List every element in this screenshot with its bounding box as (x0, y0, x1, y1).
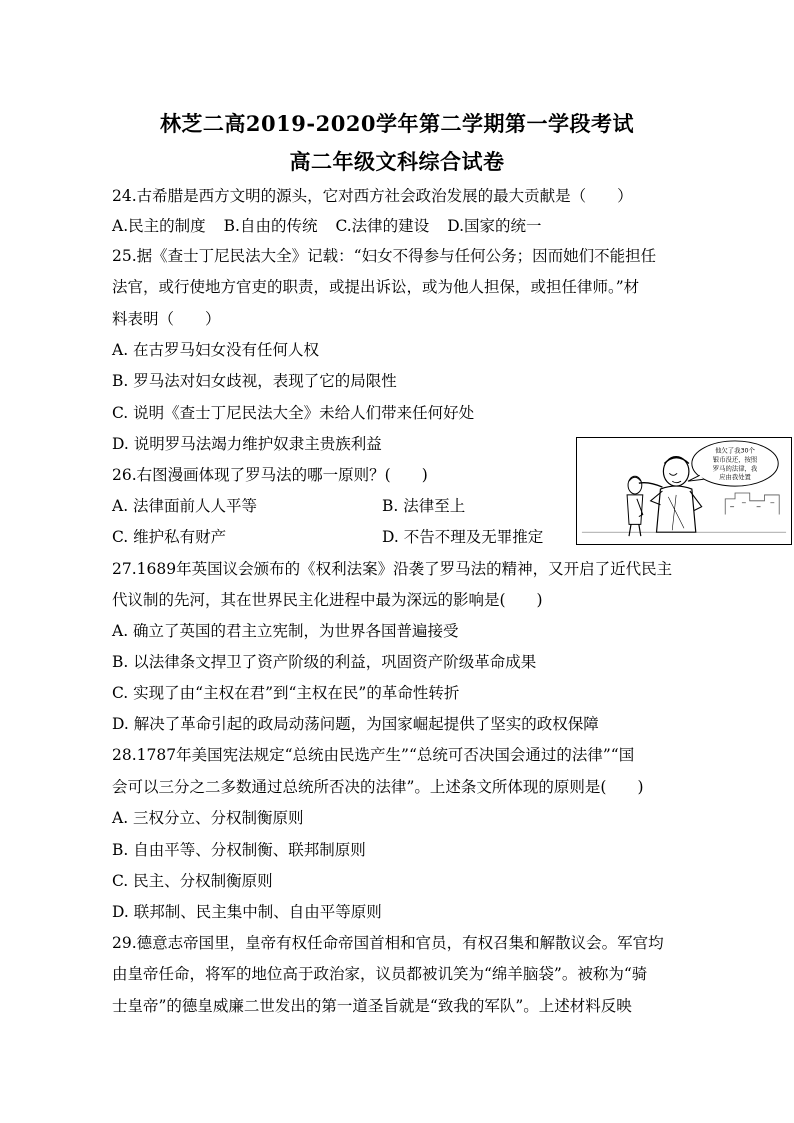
option-b: B.自由的传统 (223, 217, 318, 235)
question-25-option-b: B. 罗马法对妇女歧视，表现了它的局限性 (112, 372, 397, 390)
cartoon-drawing (577, 438, 791, 544)
question-28-option-d: D. 联邦制、民主集中制、自由平等原则 (112, 903, 382, 921)
question-25-stem-line-3: 料表明（ ） (112, 310, 221, 328)
option-c: C.法律的建设 (335, 217, 430, 235)
question-29-stem-line-1: 29.德意志帝国里，皇帝有权任命帝国首相和官员，有权召集和解散议会。军官均 (112, 934, 664, 952)
question-27-option-d: D. 解决了革命引起的政局动荡问题，为国家崛起提供了坚实的政权保障 (112, 715, 599, 733)
cartoon-bubble-line-1: 他欠了我30个 (715, 446, 755, 455)
question-26-option-d: D. 不告不理及无罪推定 (382, 528, 544, 546)
question-28-option-b: B. 自由平等、分权制衡、联邦制原则 (112, 841, 366, 859)
question-25-stem-line-1: 25.据《查士丁尼民法大全》记载：“妇女不得参与任何公务；因而她们不能担任 (112, 247, 657, 265)
page-title: 林芝二高2019-2020学年第二学期第一学段考试 (159, 111, 635, 136)
question-25-option-a: A. 在古罗马妇女没有任何人权 (112, 341, 320, 359)
question-24-stem: 24.古希腊是西方文明的源头，它对西方社会政治发展的最大贡献是（ ） (112, 187, 633, 205)
question-29-stem-line-2: 由皇帝任命，将军的地位高于政治家，议员都被讥笑为“绵羊脑袋”。被称为“骑 (112, 965, 648, 983)
question-25-option-c: C. 说明《查士丁尼民法大全》未给人们带来任何好处 (112, 404, 475, 422)
question-27-option-c: C. 实现了由“主权在君”到“主权在民”的革命性转折 (112, 684, 460, 702)
cartoon-bubble-line-4: 应由我处置 (719, 473, 751, 482)
question-28-stem-line-2: 会可以三分之二多数通过总统所否决的法律”。上述条文所体现的原则是( ) (112, 778, 644, 796)
cartoon-bubble-line-2: 银币没还，按照 (712, 455, 758, 464)
question-29-stem-line-3: 士皇帝”的德皇威廉二世发出的第一道圣旨就是“致我的军队”。上述材料反映 (112, 997, 632, 1015)
question-27-stem-line-2: 代议制的先河，其在世界民主化进程中最为深远的影响是( ) (112, 591, 543, 609)
question-25-option-d: D. 说明罗马法竭力维护奴隶主贵族利益 (112, 435, 382, 453)
question-27-option-b: B. 以法律条文捍卫了资产阶级的利益，巩固资产阶级革命成果 (112, 653, 537, 671)
page-subtitle: 高二年级文科综合试卷 (289, 149, 505, 174)
question-26-option-a: A. 法律面前人人平等 (112, 497, 258, 515)
question-27-stem-line-1: 27.1689年英国议会颁布的《权利法案》沿袭了罗马法的精神，又开启了近代民主 (112, 560, 673, 578)
option-d: D.国家的统一 (447, 217, 542, 235)
cartoon-bubble-line-3: 罗马的法律，我 (712, 464, 758, 473)
question-27-option-a: A. 确立了英国的君主立宪制，为世界各国普遍接受 (112, 622, 459, 640)
question-26-stem: 26.右图漫画体现了罗马法的哪一原则？( ) (112, 466, 428, 484)
question-28-stem-line-1: 28.1787年美国宪法规定“总统由民选产生”“总统可否决国会通过的法律”“国 (112, 746, 635, 764)
roman-law-cartoon (576, 437, 792, 545)
question-25-stem-line-2: 法官，或行使地方官吏的职责，或提出诉讼，或为他人担保，或担任律师。”材 (112, 278, 640, 296)
question-24-options (112, 216, 542, 236)
question-26-option-b: B. 法律至上 (382, 497, 466, 515)
question-28-option-c: C. 民主、分权制衡原则 (112, 872, 273, 890)
option-a: A.民主的制度 (112, 217, 206, 235)
question-26-option-c: C. 维护私有财产 (112, 528, 227, 546)
question-28-option-a: A. 三权分立、分权制衡原则 (112, 809, 304, 827)
